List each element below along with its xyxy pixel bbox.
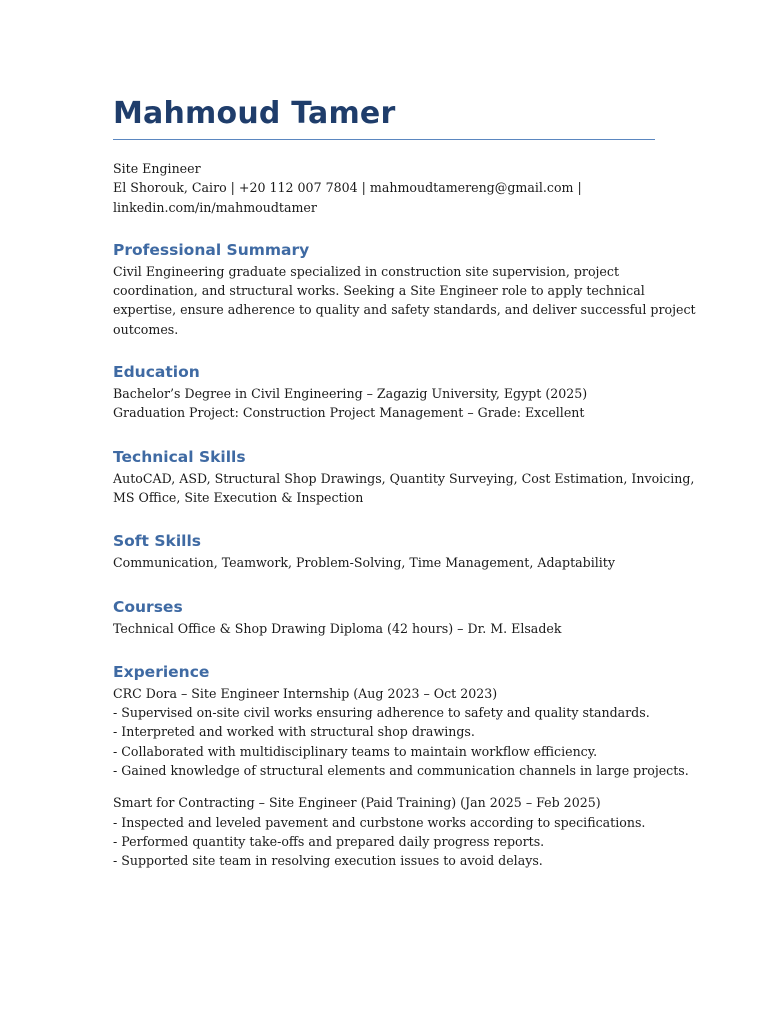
course-line: Technical Office & Shop Drawing Diploma (42 hours) – Dr. M. Elsadek [113, 620, 562, 636]
section-title-summary: Professional Summary [113, 240, 310, 259]
education-section [113, 362, 658, 423]
summary-line: outcomes. [113, 321, 179, 337]
section-title-courses: Courses [113, 597, 183, 616]
courses-section [113, 597, 658, 638]
job-bullet: - Supervised on-site civil works ensuring adherence to safety and quality standards. [113, 705, 650, 721]
soft-skills-section [113, 531, 658, 572]
job-entry [113, 684, 689, 780]
section-title-technical-skills: Technical Skills [113, 447, 246, 466]
job-bullet: - Inspected and leveled pavement and curbstone works according to specifications. [113, 814, 646, 830]
soft-skills-text [113, 553, 658, 572]
education-text [113, 384, 658, 423]
job-entry [113, 793, 658, 870]
soft-skills-line: Communication, Teamwork, Problem-Solving, Time Management, Adaptability [113, 555, 615, 571]
job-heading: Smart for Contracting – Site Engineer (Paid Training) (Jan 2025 – Feb 2025) [113, 795, 601, 811]
linkedin-link[interactable]: linkedin.com/in/mahmoudtamer [113, 199, 317, 215]
education-line: Bachelor’s Degree in Civil Engineering – Zagazig University, Egypt (2025) [113, 386, 588, 402]
summary-text [113, 262, 696, 339]
courses-text [113, 619, 658, 638]
summary-section [113, 240, 696, 339]
job-heading: CRC Dora – Site Engineer Internship (Aug 2023 – Oct 2023) [113, 685, 498, 701]
summary-line: coordination, and structural works. Seeking a Site Engineer role to apply technical [113, 283, 645, 299]
job-bullet: - Supported site team in resolving execution issues to avoid delays. [113, 853, 543, 869]
technical-skills-line: MS Office, Site Execution & Inspection [113, 489, 364, 505]
job-title: Site Engineer [113, 161, 201, 176]
job-bullet: - Interpreted and worked with structural shop drawings. [113, 724, 475, 740]
experience-section [113, 662, 689, 871]
technical-skills-text [113, 469, 695, 508]
section-title-soft-skills: Soft Skills [113, 532, 201, 551]
education-line: Graduation Project: Construction Project Management – Grade: Excellent [113, 405, 585, 421]
technical-skills-section [113, 447, 695, 508]
technical-skills-line: AutoCAD, ASD, Structural Shop Drawings, Quantity Surveying, Cost Estimation, Invoicing, [113, 470, 695, 486]
candidate-name: Mahmoud Tamer [113, 96, 396, 131]
job-bullet: - Collaborated with multidisciplinary teams to maintain workflow efficiency. [113, 743, 598, 759]
resume-page [113, 92, 696, 871]
summary-line: Civil Engineering graduate specialized in construction site supervision, project [113, 263, 620, 279]
section-title-education: Education [113, 363, 200, 382]
contact-block [113, 159, 658, 217]
contact-details: El Shorouk, Cairo | +20 112 007 7804 | mahmoudtamereng@gmail.com | [113, 180, 582, 196]
job-bullet: - Performed quantity take-offs and prepared daily progress reports. [113, 833, 545, 849]
job-bullet: - Gained knowledge of structural elements and communication channels in large projects. [113, 763, 689, 779]
header-divider [113, 139, 655, 140]
section-title-experience: Experience [113, 662, 210, 681]
summary-line: expertise, ensure adherence to quality and safety standards, and deliver successful project [113, 302, 696, 318]
